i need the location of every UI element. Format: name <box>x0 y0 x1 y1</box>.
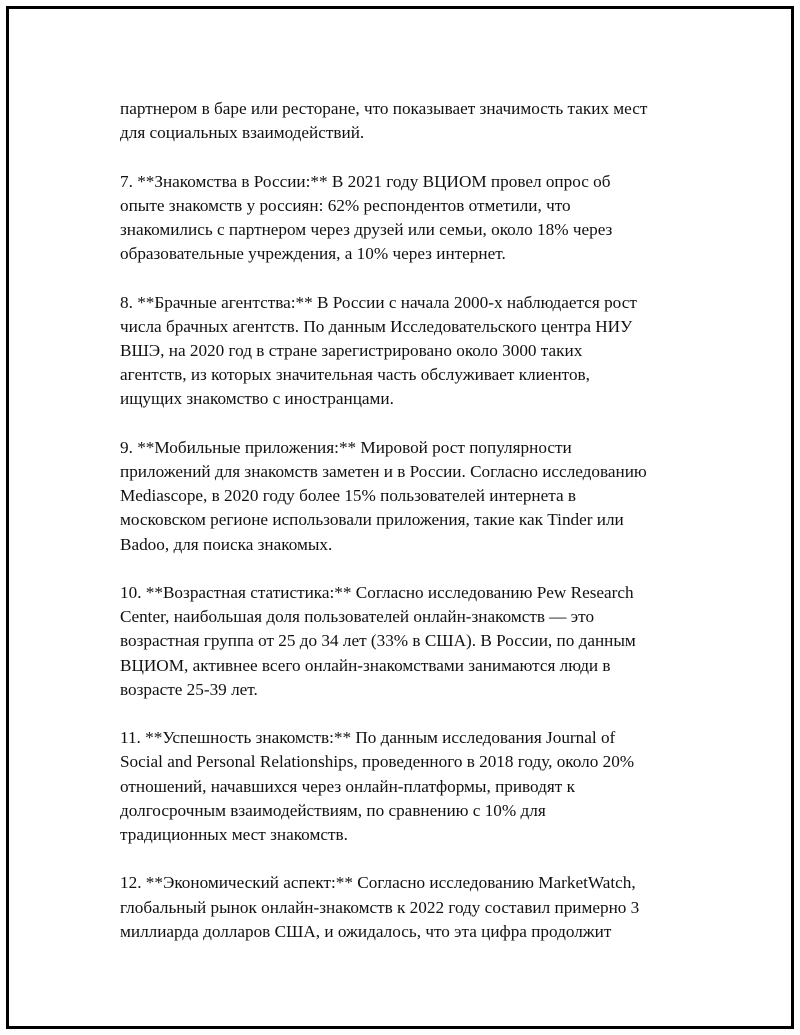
document-page <box>6 6 794 1029</box>
paragraph-item-9: 9. **Мобильные приложения:** Мировой рост популярности приложений для знакомств заметен и в России. Согласно исследованию Mediascope, в 2020 году более 15% пользователей интернета в московском регионе использовали приложения, такие как Tinder или Badoo, для поиска знакомых. <box>120 437 647 554</box>
paragraph-continuation: партнером в баре или ресторане, что показывает значимость таких мест для социальных взаимодействий. <box>120 99 648 143</box>
paragraph-item-8: 8. **Брачные агентства:** В России с начала 2000-х наблюдается рост числа брачных агентств. По данным Исследовательского центра НИУ ВШЭ, на 2020 год в стране зарегистрировано около 3000 таких агентств, из которых значительная часть обслуживает клиентов, ищущих знакомство с иностранцами. <box>120 292 637 409</box>
paragraph-item-7: 7. **Знакомства в России:** В 2021 году ВЦИОМ провел опрос об опыте знакомств у россиян: 62% респондентов отметили, что знакомились с партнером через друзей или семьи, около 18% через образовательные учреждения, а 10% через интернет. <box>120 171 613 264</box>
document-body <box>120 97 700 968</box>
paragraph-item-10: 10. **Возрастная статистика:** Согласно исследованию Pew Research Center, наибольшая доля пользователей онлайн-знакомств — это возрастная группа от 25 до 34 лет (33% в США). В России, по данным ВЦИОМ, активнее всего онлайн-знакомствами занимаются люди в возрасте 25-39 лет. <box>120 583 636 699</box>
paragraph-item-12: 12. **Экономический аспект:** Согласно исследованию MarketWatch, глобальный рынок онлайн-знакомств к 2022 году составил примерно 3 миллиарда долларов США, и ожидалось, что эта цифра продолжит <box>120 873 640 941</box>
paragraph-item-11: 11. **Успешность знакомств:** По данным исследования Journal of Social and Personal Relationships, проведенного в 2018 году, около 20% отношений, начавшихся через онлайн-платформы, приводят к долгосрочным взаимодействиям, по сравнению с 10% для традиционных мест знакомств. <box>120 728 635 845</box>
